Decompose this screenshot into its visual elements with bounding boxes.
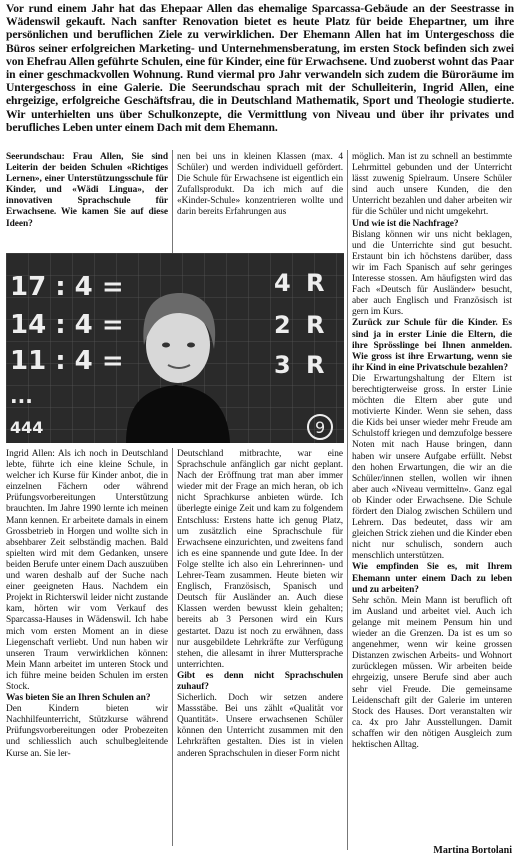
svg-text:4: 4 bbox=[274, 269, 291, 297]
board-row-1: 17 : 4 = bbox=[10, 272, 124, 302]
column-2-answer: Deutschland mitbrachte, war eine Sprachschule anfänglich gar nicht geplant. Nach der Eröffnung trat man aber immer wieder mit der Frage an mich heran, ob ich nicht Sprachkurse anbieten würde. Ich überlegte einige Zeit und kam zu folgendem Entschluss: Erstens hatte ich genug Platz, um zusätzlich eine Sprachschule für Erwachsene einzurichten, und zweitens fand ich es eine spannende und gute Idee. In der Folge stellte ich also ein Lehrerinnen- und Lehrer-Team zusammen. Heute bieten wir Englisch, Französisch, Spanisch und Deutsch für Ausländer an. Auch diese Klassen werden bewusst klein gehalten; bereits ab 3 Personen wird ein Kurs gestartet. Dazu ist noch zu erwähnen, dass nur ausgebildete Lehrkräfte zur Verfügung stehen, die allesamt in ihrer Muttersprache unterrichten. Gibt es denn nicht Sprachschulen zuhauf? Sicherlich. Doch wir setzen andere Massstäbe. Bei uns zählt «Qualität vor Quantität». Unsere erwachsenen Schüler können den Unterricht zusammen mit den Lehrkräften gestalten. Dies ist in vielen anderen Sprachschulen in dieser Form nicht bbox=[177, 449, 343, 759]
column-3-text: möglich. Man ist zu schnell an bestimmte Lehrmittel gebunden und der Unterricht lässt zuwenig Spielraum. Unsere Schüler sind auch unsere Kunden, die den Unterricht bezahlen und daher arbeiten wir für die Schüler und nicht umgekehrt. Und wie ist die Nachfrage? Bislang können wir uns nicht beklagen, und die Unterrichte sind gut besucht. Erstaunt bin ich höchstens darüber, dass wir im Fach Spanisch auf sehr geringes Interesse stossen. Am häufigsten wird das Fach «Deutsch für Ausländer» besucht, aber auch Englisch und Französisch ist gern im Kurs. Zurück zur Schule für die Kinder. Es sind ja in erster Linie die Eltern, die ihre Sprösslinge bei Ihnen anmelden. Wie gross ist ihre Erwartung, wenn sie ihr Kind in eine Privatschule bezahlen? Die Erwartungshaltung der Eltern ist berechtigterweise gross. In erster Linie möchten die Eltern aber gute und motivierte Kinder. Wenn sie sehen, dass die Kids bei unser wieder mehr Freude am Schulstoff kriegen und demzufolge bessere Noten mit nach Hause bringen, dann haben wir unsere Aufgabe erfüllt. Nebst den hohen Erwartungen, die wir an die Schüler/innen stellen, wollen wir ihnen aber auch «Niveau vermitteln». Ganz egal ob Kinder oder Erwachsene. Die Schule fördert den Dialog zwischen Schülern und Lehrern. Das bedeutet, dass wir am gleichen Strick ziehen und die Kinder eben nicht nur schulisch, sondern auch menschlich unterstützen. Wie empfinden Sie es, mit Ihrem Ehemann unter einem Dach zu leben und zu arbeiten? Sehr schön. Mein Mann ist beruflich oft im Ausland und arbeitet viel. Auch ich gelange mit meinem Pensum hin und wieder an die Grenzen. Da ist es um so angenehmer, wenn wir keine grossen Distanzen zwischen Arbeits- und Wohnort zurücklegen müssen. Wir arbeiten beide ehrgeizig, unsere Berufe sind aber auch sehr viel Freude. Die gemeinsame Leidenschaft gilt der Galerie im unteren Stock des Hauses. Dort veranstalten wir ca. 4x pro Jahr Ausstellungen. Damit schaffen wir den nötigen Ausgleich zum hektischen Alltag. bbox=[352, 152, 512, 750]
svg-text:R: R bbox=[306, 311, 325, 339]
board-row-4: ... bbox=[10, 384, 33, 408]
interview-question-1: Seerundschau: Frau Allen, Sie sind Leiterin der beiden Schulen «Richtiges Lernen», einer Unterstützungsschule für Kinder, und «Wädi Lingua», der innovativen Sprachschule für Erwachsene. Wie kamen Sie auf diese Ideen? bbox=[6, 152, 168, 229]
author-byline: Martina Bortolani bbox=[433, 845, 512, 856]
svg-text:R: R bbox=[306, 351, 325, 379]
column-divider bbox=[347, 150, 348, 850]
board-row-2: 14 : 4 = bbox=[10, 310, 124, 340]
svg-text:2: 2 bbox=[274, 311, 291, 339]
board-row-5: 444 bbox=[10, 418, 44, 437]
board-row-3: 11 : 4 = bbox=[10, 346, 124, 376]
column-divider bbox=[172, 448, 173, 846]
column-divider bbox=[172, 150, 173, 253]
photo-teacher-at-blackboard bbox=[6, 253, 344, 443]
lead-paragraph: Vor rund einem Jahr hat das Ehepaar Allen das ehemalige Sparcassa-Gebäude an der Seestrasse in Wädenswil gekauft. Nach sanfter Renovation bietet es heute Platz für beide Ehepartner, um ihre persönlichen und beruflichen Ziele zu verwirklichen. Der Ehemann Allen hat im Untergeschoss die Büros seiner erfolgreichen Marketing- und Unternehmensberatung, im ersten Stock befinden sich zwei von Ehefrau Allen geführte Schulen, eine für Kinder, eine für Erwachsene. Und zuoberst wohnt das Paar in einer geschmackvollen Wohnung. Rund viermal pro Jahr verwandeln sich zudem die Büroräume im Untergeschoss in eine Galerie. Die Seerundschau sprach mit der Schulleiterin, Ingrid Allen, eine ehrgeizige, erfolgreiche Geschäftsfrau, die in Deutschland Mathematik, Sport und Theologie studierte. Wir unterhielten uns über Schulkonzepte, die Vermittlung von Niveau und über ihr privates und berufliches Leben unter einem Dach mit dem Ehemann. bbox=[6, 2, 514, 134]
column-2-top-text: nen bei uns in kleinen Klassen (max. 4 Schüler) und werden individuell gefördert. Die Schule für Erwachsene ist eigentlich ein Zufallsprodukt. Da ich mich auf die «Kinder-Schule» konzentrieren wollte und darin bereits Erfahrungen aus bbox=[177, 152, 343, 218]
column-1-answer: Ingrid Allen: Als ich noch in Deutschland lebte, führte ich eine kleine Schule, in welcher ich Kurse für Kinder anbot, die in einzelnen Fächern oder während Prüfungsvorbereitungen Unterstützung brauchten. Im Jahre 1990 lernte ich meinen Mann kennen. Er arbeitete damals in einem Grossbetrieb in Horgen und wollte sich in absehbarer Zeit selbständig machen. Bald spielten wird mit dem Gedanken, unsere beiden Berufe unter einem Dach auszuüben und waren deshalb auf der Suche nach einer geeigneten Haus. Nachdem ein Projekt in Richterswil leider nicht zustande kam, hörten wir vom Verkauf des Sparcassa-Hauses in Wädenswil. Ich habe mich vom ersten Moment an in diese Liegenschaft verliebt. Und nun haben wir unseren Traum verwirklichen können: Mein Mann arbeitet im unteren Stock und ich führe meine beiden Schulen im ersten Stock. Was bieten Sie an Ihren Schulen an? Den Kindern bieten wir Nachhilfeunterricht, Stützkurse während Prüfungsvorbereitungen oder Probezeiten und schliesslich auch schulbegleitende Kurse an. Sie ler- bbox=[6, 449, 168, 759]
svg-text:3: 3 bbox=[274, 351, 291, 379]
svg-text:R: R bbox=[306, 269, 325, 297]
circle-label: 9 bbox=[315, 418, 326, 437]
